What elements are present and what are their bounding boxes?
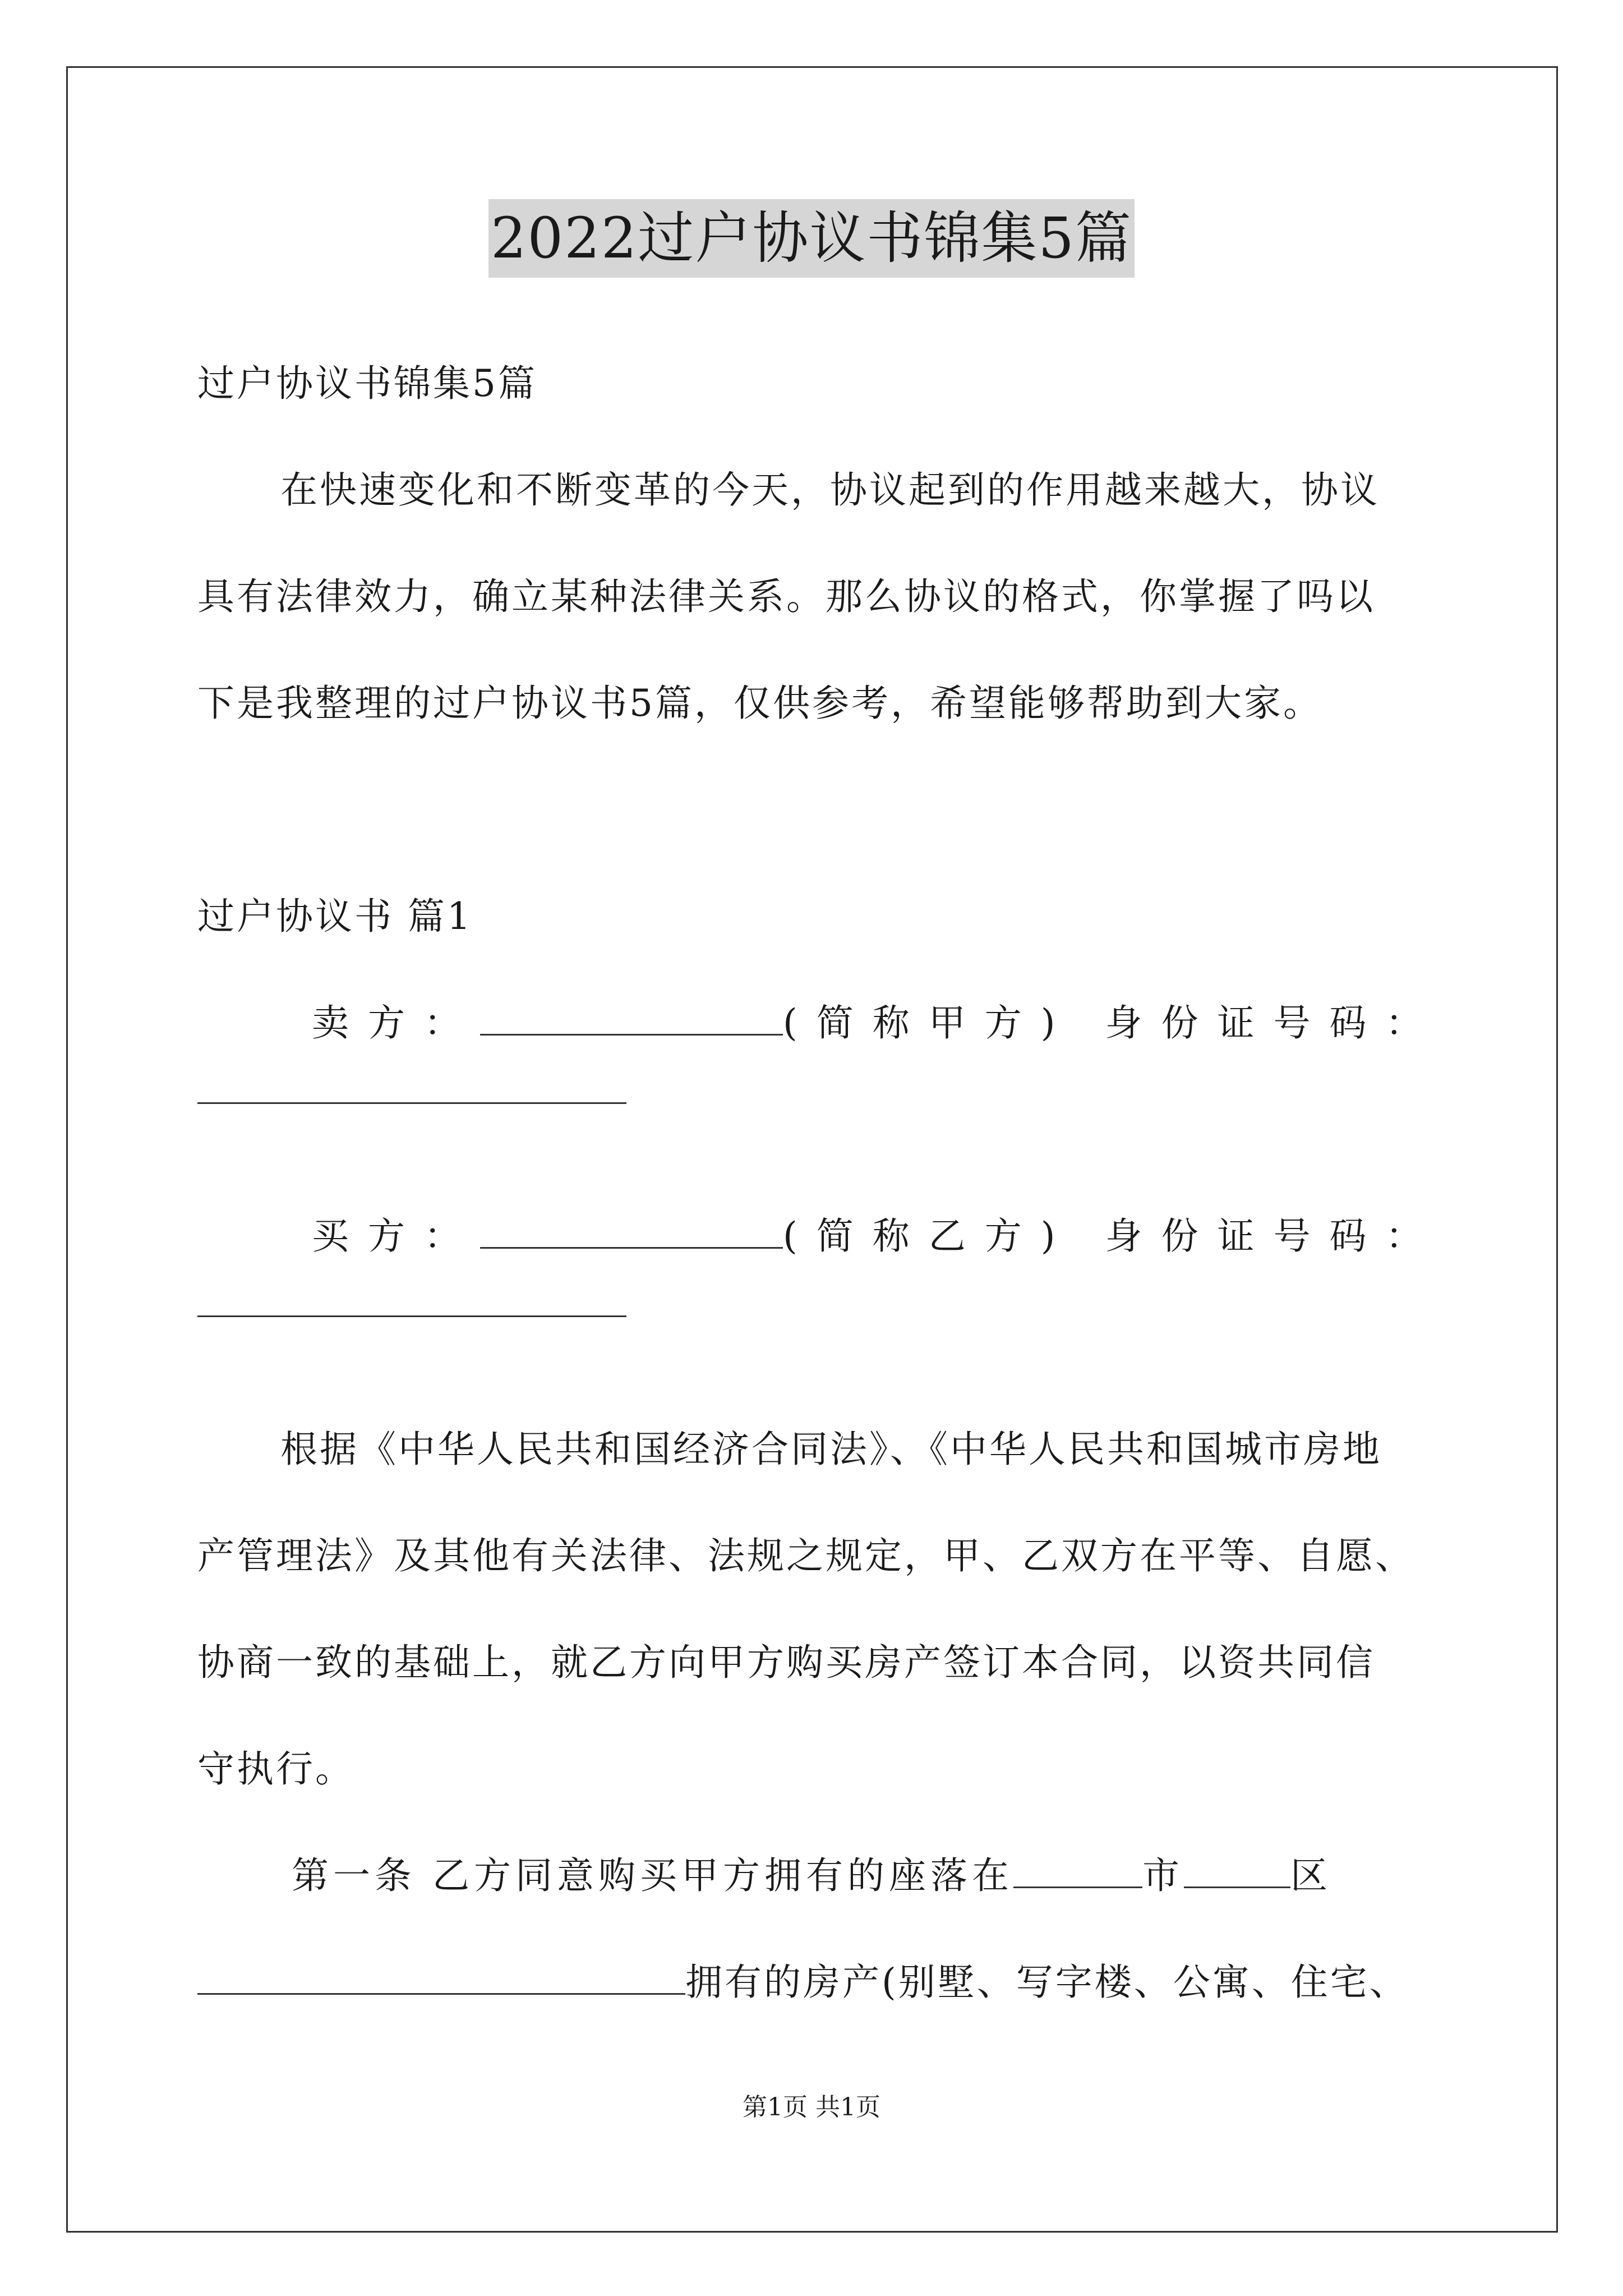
subtitle: 过户协议书锦集5篇 (197, 362, 537, 405)
buyer-id-blank (197, 1315, 626, 1317)
article-1-label: 第一条 乙方同意购买甲方拥有的座落在 (292, 1854, 1013, 1897)
article-1-continuation (197, 1952, 1409, 2005)
seller-id-blank (197, 1102, 626, 1104)
address-blank (197, 1959, 685, 1995)
section-heading: 过户协议书 篇1 (197, 895, 473, 938)
article-1-line (292, 1846, 1332, 1899)
document-title: 2022过户协议书锦集5篇 (0, 199, 1623, 278)
article-1-continue-text: 拥有的房产(别墅、写字楼、公寓、住宅、 (685, 1961, 1409, 2004)
intro-line-3: 下是我整理的过户协议书5篇，仅供参考，希望能够帮助到大家。 (197, 682, 1322, 725)
seller-line (312, 993, 1441, 1046)
basis-line-4: 守执行。 (197, 1747, 354, 1791)
buyer-line (312, 1206, 1441, 1259)
buyer-suffix: (简称乙方) 身份证号码： (783, 1214, 1442, 1258)
intro-line-2: 具有法律效力，确立某种法律关系。那么协议的格式，你掌握了吗以 (197, 575, 1375, 618)
basis-line-1: 根据《中华人民共和国经济合同法》、《中华人民共和国城市房地 (280, 1428, 1382, 1471)
seller-label: 卖方： (312, 1001, 480, 1045)
city-label: 市 (1142, 1854, 1184, 1897)
intro-line-1: 在快速变化和不断变革的今天，协议起到的作用越来越大，协议 (280, 468, 1380, 512)
basis-line-2: 产管理法》及其他有关法律、法规之规定，甲、乙双方在平等、自愿、 (197, 1534, 1414, 1577)
buyer-name-blank (480, 1213, 783, 1249)
basis-line-3: 协商一致的基础上，就乙方向甲方购买房产签订本合同，以资共同信 (197, 1641, 1375, 1684)
seller-suffix: (简称甲方) 身份证号码： (783, 1001, 1442, 1045)
district-label: 区 (1290, 1854, 1332, 1897)
buyer-label: 买方： (312, 1214, 480, 1258)
district-blank (1184, 1853, 1290, 1888)
city-blank (1013, 1853, 1142, 1888)
page-footer: 第1页 共1页 (743, 2093, 880, 2122)
seller-name-blank (480, 1000, 783, 1036)
